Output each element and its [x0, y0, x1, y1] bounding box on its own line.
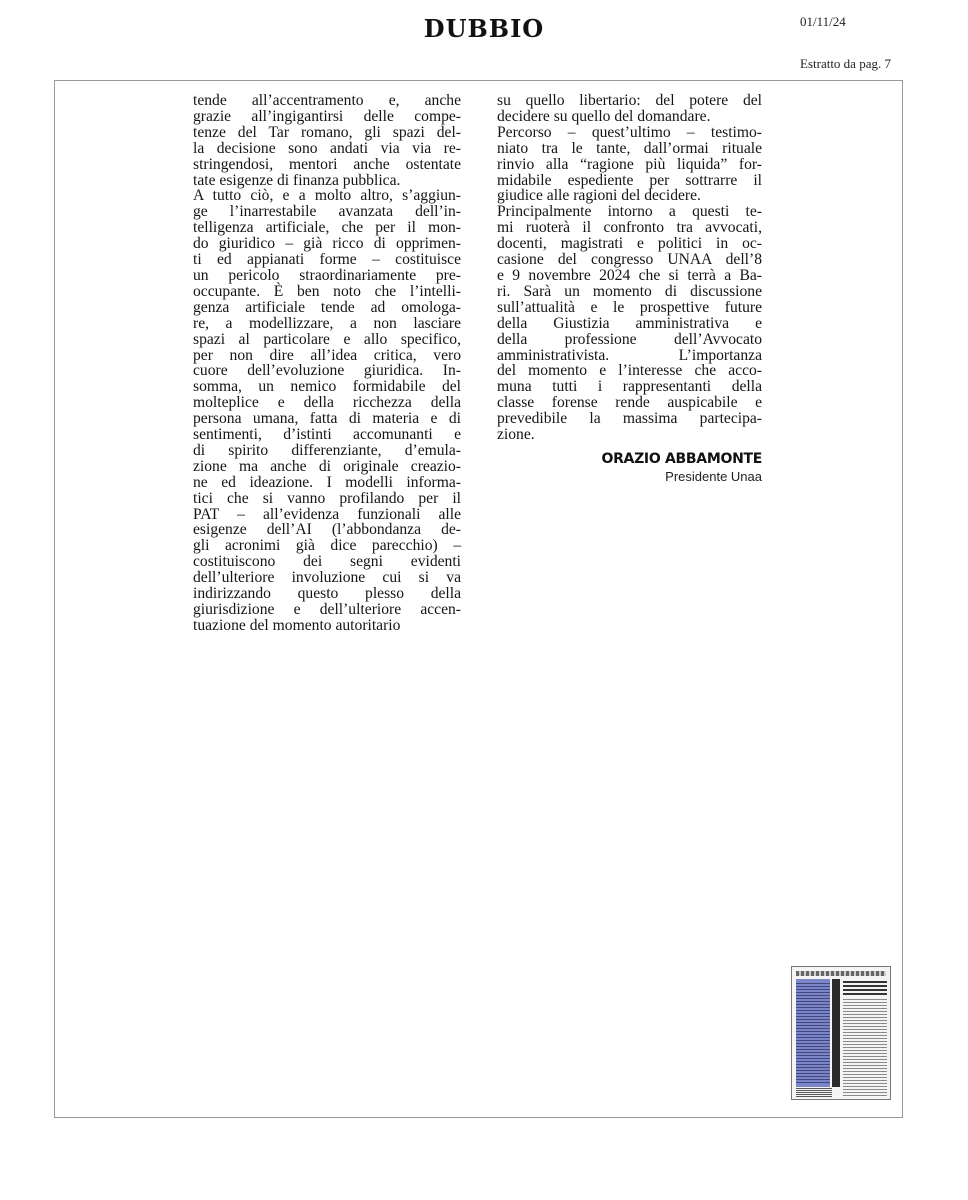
article-line: indirizzando questo plesso della [193, 585, 461, 603]
article-line: genza artificiale tende ad omologa- [193, 298, 461, 316]
article-line: muna tutti i rappresentanti della [497, 378, 762, 396]
author-role: Presidente Unaa [665, 469, 762, 484]
article-line: grazie all’ingigantirsi delle compe- [193, 107, 461, 125]
article-line: gli acronimi già dice parecchio) – [193, 537, 461, 555]
article-line: zione ma anche di originale creazio- [193, 457, 461, 475]
article-line: Principalmente intorno a questi te- [497, 203, 762, 221]
thumbnail-header [796, 971, 886, 976]
article-line: della professione dell’Avvocato [497, 330, 762, 348]
article-line: ti ed appianati forme – costituisce [193, 251, 461, 269]
article-line: Percorso – quest’ultimo – testimo- [497, 123, 762, 141]
article-line: dell’ulteriore involuzione cui si va [193, 569, 461, 587]
article-line: PAT – all’evidenza funzionali alle [193, 505, 461, 523]
thumbnail-footer [796, 1087, 832, 1097]
article-line: do giuridico – già ricco di opprimen- [193, 235, 461, 253]
page-thumbnail [791, 966, 891, 1100]
article-line: telligenza artificiale, che per il mon- [193, 219, 461, 237]
article-line: ne ed ideazione. I modelli informa- [193, 473, 461, 491]
article-column-left [193, 93, 461, 634]
article-line: molteplice e della ricchezza della [193, 394, 461, 412]
article-line: persona umana, fatta di materia e di [193, 410, 461, 428]
article-line: di spirito differenziante, d’emula- [193, 441, 461, 459]
article-line: casione del congresso UNAA dell’8 [497, 251, 762, 269]
article-line: rinvio alla “ragione più liquida” for- [497, 155, 762, 173]
article-line: prevedibile la massima partecipa- [497, 410, 762, 428]
page-extract-label: Estratto da pag. 7 [800, 56, 891, 71]
article-line: giurisdizione e dell’ulteriore accen- [193, 601, 461, 618]
article-line: tate esigenze di finanza pubblica. [193, 171, 401, 189]
article-line: zione. [497, 426, 535, 444]
thumbnail-text-lines [796, 981, 830, 1085]
article-line: cuore dell’evoluzione giuridica. In- [193, 362, 461, 380]
article-line: sull’attualità e le prospettive future [497, 298, 762, 316]
article-line: della Giustizia amministrativa e [497, 314, 762, 332]
article-column-right [497, 93, 762, 443]
article-line: docenti, magistrati e politici in oc- [497, 235, 762, 253]
article-line: spazi al particolare e allo specifico, [193, 330, 461, 348]
article-signature [497, 450, 762, 485]
article-line: niato tra le tante, dall’ormai rituale [497, 139, 762, 157]
thumbnail-title [843, 981, 887, 995]
article-line: classe forense rende auspicabile e [497, 394, 762, 412]
article-line: un pericolo straordinariamente pre- [193, 266, 461, 284]
article-line: tenze del Tar romano, gli spazi del- [193, 123, 461, 141]
article-line: tuazione del momento autoritario [193, 616, 401, 634]
article-line: del momento e l’interesse che acco- [497, 362, 762, 380]
article-line: mi ruoterà il confronto tra avvocati, [497, 219, 762, 237]
publication-date: 01/11/24 [800, 14, 846, 29]
article-line: per non dire all’idea critica, vero [193, 346, 461, 364]
article-line: ri. Sarà un momento di discussione [497, 282, 762, 300]
article-line: tende all’accentramento e, anche [193, 92, 461, 109]
article-line: stringendosi, mentori anche ostentate [193, 155, 461, 173]
article-line: re, a modellizzare, a non lasciare [193, 314, 461, 332]
article-line: esigenze dell’AI (l’abbondanza de- [193, 521, 461, 539]
article-line: e 9 novembre 2024 che si terrà a Ba- [497, 266, 762, 284]
article-line: somma, un nemico formidabile del [193, 378, 461, 396]
article-line: su quello libertario: del potere del [497, 92, 762, 109]
article-line: ge l’inarrestabile avanzata dell’in- [193, 203, 461, 221]
article-line: sentimenti, d’istinti accomunanti e [193, 426, 461, 444]
article-line: tici che si vanno profilando per il [193, 489, 461, 507]
article-line: la decisione sono andati via via re- [193, 139, 461, 157]
article-line: costituiscono dei segni evidenti [193, 553, 461, 571]
article-line: occupante. È ben noto che l’intelli- [193, 282, 461, 300]
clipping-frame [54, 80, 903, 1118]
article-line: giudice alle ragioni del decidere. [497, 187, 701, 205]
article-line: A tutto ciò, e a molto altro, s’aggiun- [193, 187, 461, 205]
article-line: amministrativista. L’importanza [497, 346, 762, 364]
newspaper-masthead: DUBBIO [423, 14, 545, 43]
author-name: ORAZIO ABBAMONTE [601, 451, 762, 467]
article-line: decidere su quello del domandare. [497, 107, 711, 125]
article-line: midabile espediente per sottrarre il [497, 171, 762, 189]
thumbnail-body-text [843, 998, 887, 1096]
thumbnail-vertical-banner [832, 979, 840, 1087]
